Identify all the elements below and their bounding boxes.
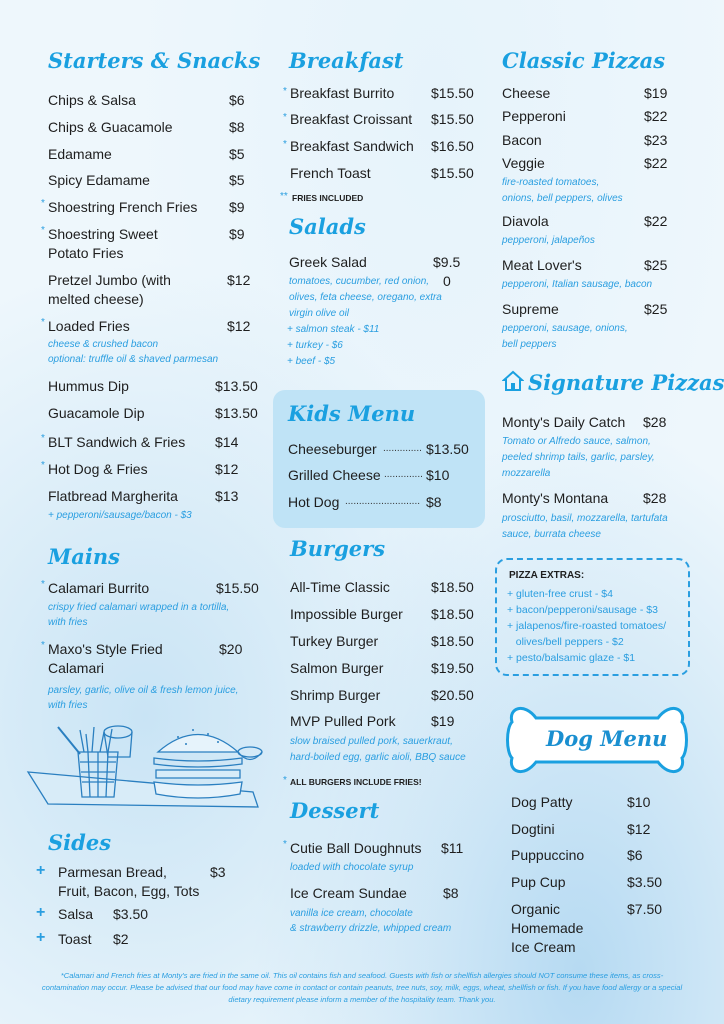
sides-title: Sides — [48, 830, 112, 855]
item-description: pepperoni, jalapeños — [502, 235, 595, 246]
item-description: mozzarella — [502, 468, 551, 479]
salads-title: Salads — [289, 214, 366, 239]
item-description: slow braised pulled pork, sauerkraut, — [290, 736, 453, 747]
item-description: onions, bell peppers, olives — [502, 193, 623, 204]
classic-pizzas-title: Classic Pizzas — [502, 48, 666, 73]
item-description: tomatoes, cucumber, red onion, — [289, 276, 430, 287]
plus-icon: + — [36, 904, 46, 921]
asterisk: * — [283, 775, 287, 786]
asterisk: ** — [280, 191, 288, 202]
item-description: Tomato or Alfredo sauce, salmon, — [502, 436, 651, 447]
item-addon: + turkey - $6 — [287, 340, 343, 351]
item-description: loaded with chocolate syrup — [290, 862, 414, 873]
item-description: parsley, garlic, olive oil & fresh lemon juice, — [48, 685, 239, 696]
item-description: pepperoni, sausage, onions, — [502, 323, 628, 334]
item-description: prosciutto, basil, mozzarella, tartufata — [502, 513, 668, 524]
item-description: sauce, burrata cheese — [502, 529, 601, 540]
dog-menu-title: Dog Menu — [546, 726, 668, 751]
asterisk: * — [41, 317, 45, 328]
item-description: fire-roasted tomatoes, — [502, 177, 600, 188]
signature-pizzas-title: Signature Pizzas — [528, 370, 724, 395]
item-description: crispy fried calamari wrapped in a tortilla, — [48, 602, 230, 613]
item-addon: + beef - $5 — [287, 356, 336, 367]
burger-fries-illustration — [18, 712, 268, 812]
item-description: with fries — [48, 617, 88, 628]
item-description: with fries — [48, 700, 88, 711]
item-description: vanilla ice cream, chocolate — [290, 908, 413, 919]
kids-menu-title: Kids Menu — [288, 401, 416, 426]
burgers-title: Burgers — [290, 536, 386, 561]
asterisk: * — [41, 225, 45, 236]
pizza-extra-item: olives/bell peppers - $2 — [507, 636, 624, 648]
item-description: optional: truffle oil & shaved parmesan — [48, 354, 219, 365]
mains-title: Mains — [48, 544, 120, 569]
house-icon — [502, 370, 524, 392]
pizza-extra-item: + jalapenos/fire-roasted tomatoes/ — [507, 620, 667, 632]
item-description: hard-boiled egg, garlic aioli, BBQ sauce — [290, 752, 466, 763]
asterisk: * — [41, 579, 45, 590]
item-addon: + salmon steak - $11 — [287, 324, 380, 335]
asterisk: * — [283, 112, 287, 123]
fries-included-note: FRIES INCLUDED — [292, 193, 364, 203]
item-description: & strawberry drizzle, whipped cream — [290, 923, 452, 934]
item-addon: + pepperoni/sausage/bacon - $3 — [48, 510, 192, 521]
burgers-fries-note: ALL BURGERS INCLUDE FRIES! — [290, 777, 422, 787]
item-description: virgin olive oil — [289, 308, 350, 319]
item-description: olives, feta cheese, oregano, extra — [289, 292, 442, 303]
pizza-extra-item: + bacon/pepperoni/sausage - $3 — [507, 604, 658, 616]
asterisk: * — [41, 640, 45, 651]
pizza-extra-item: + pesto/balsamic glaze - $1 — [507, 652, 636, 664]
pizza-extra-item: + gluten-free crust - $4 — [507, 588, 613, 600]
pizza-extras-panel — [495, 558, 690, 676]
item-description: cheese & crushed bacon — [48, 339, 159, 350]
item-description: bell peppers — [502, 339, 557, 350]
starters-title: Starters & Snacks — [48, 48, 261, 73]
dessert-title: Dessert — [290, 798, 380, 823]
pizza-extras-title: PIZZA EXTRAS: — [509, 570, 585, 581]
plus-icon: + — [36, 862, 46, 879]
plus-icon: + — [36, 929, 46, 946]
asterisk: * — [283, 839, 287, 850]
item-description: peeled shrimp tails, garlic, parsley, — [502, 452, 655, 463]
item-description: pepperoni, Italian sausage, bacon — [502, 279, 653, 290]
asterisk: * — [283, 139, 287, 150]
asterisk: * — [41, 433, 45, 444]
asterisk: * — [283, 86, 287, 97]
asterisk: * — [41, 198, 45, 209]
allergy-footnote: *Calamari and French fries at Monty's are fried in the same oil. This oil contains fish and seafood. Guests with fish or shellfish allergies should NOT consume these items, as cross-contamination may occur. Please be advised that our food may have come in contact or contain peanuts, tree nuts, soy, milk, eggs, wheat, shellfish or fish. If you have food allergy or a special dietary requirement please inform a member of the hospitality team. Thank you. — [41, 971, 683, 1004]
asterisk: * — [41, 460, 45, 471]
breakfast-title: Breakfast — [289, 48, 404, 73]
